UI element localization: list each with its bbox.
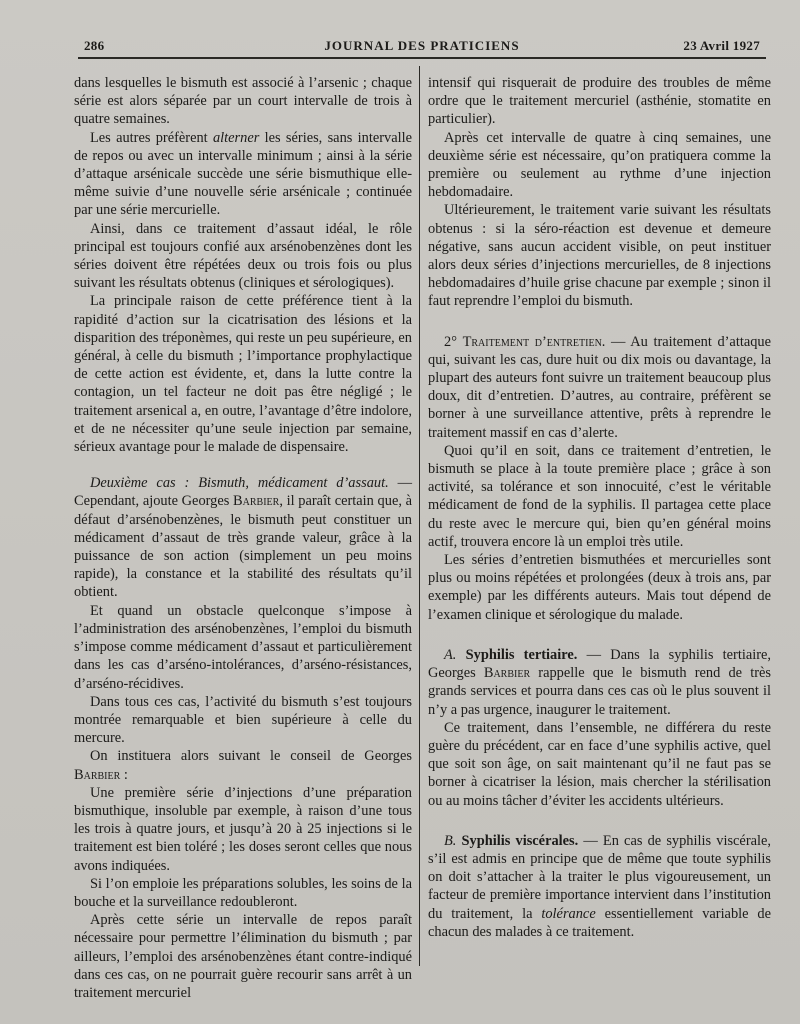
section-number: 2° <box>444 333 457 350</box>
author-name: Barbier <box>483 665 531 682</box>
section-paragraph <box>428 333 771 442</box>
section-paragraph <box>428 832 771 941</box>
column-divider <box>419 66 420 966</box>
paragraph <box>74 129 412 220</box>
section-paragraph <box>428 646 771 719</box>
paragraph <box>74 911 412 1002</box>
paragraph-text: Les séries d’entretien bismuthées et mercurielles sont plus ou moins répétées et prolongées (deux à trois ans, par exemple) par les différents auteurs. Mais tout dépend de l’examen clinique et sérologique du malade. <box>428 552 771 623</box>
section-heading: Syphilis viscérales. <box>461 832 579 849</box>
paragraph <box>74 747 412 783</box>
paragraph-text: Et quand un obstacle quelconque s’impose à l’administration des arsénobenzènes, l’emploi du bismuth s’impose comme médicament d’assaut et particulièrement dans les cas d’arséno-intolérances, d’arséno-résistances, d’arséno-récidives. <box>74 602 412 692</box>
section-letter: A. <box>444 646 457 663</box>
header-rule <box>78 57 766 59</box>
paragraph-text: — Dans la syphilis tertiaire, Georges <box>428 646 771 682</box>
paragraph <box>428 74 771 129</box>
section-heading: Syphilis tertiaire. <box>465 646 578 663</box>
page-number: 286 <box>84 38 105 53</box>
section-heading: Traitement d’entretien. <box>462 333 606 350</box>
paragraph <box>74 220 412 293</box>
issue-date: 23 Avril 1927 <box>683 38 760 53</box>
paragraph <box>74 784 412 875</box>
paragraph <box>428 201 771 310</box>
paragraph-text: — Au traitement d’attaque qui, suivant les cas, dure huit ou dix mois ou davantage, la plupart des auteurs font suivre un traitement beaucoup plus doux, dit d’entretien. D’autres, au contraire, préfèrent se borner à une surveillance attentive, prêts à reprendre le traitement massif en cas d’alerte. <box>428 333 771 441</box>
paragraph-text: Après cet intervalle de quatre à cinq semaines, une deuxième série est nécessaire, qu’on pratiquera comme la première ou seulement au rythme d’une injection hebdomadaire. <box>428 129 771 201</box>
journal-title: JOURNAL DES PRATICIENS <box>324 38 520 53</box>
author-name: Barbier <box>74 766 121 783</box>
paragraph <box>74 875 412 911</box>
paragraph-text: — En cas de syphilis viscérale, s’il est admis en principe que de même que toute syphilis on doit s’attacher à la traiter le plus vigoureusement, un facteur de première importance intervient dans l’institution du traitement, la <box>428 832 771 922</box>
paragraph-text: Ultérieurement, le traitement varie suivant les résultats obtenus : si la séro-réaction est devenue et demeure négative, sans aucun accident visible, on peut instituer alors deux séries d’injections mercurielles, de 8 injections hebdomadaires d’huile grise chacune par exemple ; sinon il faut reprendre l’emploi du bismuth. <box>428 202 771 310</box>
section-letter: B. <box>444 832 457 849</box>
paragraph-text: Les autres préfèrent <box>90 129 213 146</box>
paragraph-text: Ainsi, dans ce traitement d’assaut idéal, le rôle principal est toujours confié aux arsénobenzènes dont les séries doivent être répétées deux ou trois fois ou plus suivant les résultats obtenus (cliniques et sérologiques). <box>74 220 412 292</box>
paragraph-text: La principale raison de cette préférence tient à la rapidité d’action sur la cicatrisation des lésions et la disparition des tréponèmes, qui reste un peu supérieure, en général, à celle du bismuth ; l’importance prophylactique de cette action est évidente, et, dans la lutte contre la contagion, un tel facteur ne doit pas être négligé ; le traitement arsenical a, en outre, l’avantage d’être indolore, et de ne nécessiter qu’une seule injection par semaine, sérieux avantage pour le malade de dispensaire. <box>74 293 412 456</box>
paragraph-text: Une première série d’injections d’une préparation bismuthique, insoluble par exemple, à raison d’une tous les trois à quatre jours, et jusqu’à 20 à 25 injections si le traitement est bien toléré ; les doses seront celles que nous avons indiquées. <box>74 784 412 874</box>
paragraph-text: On instituera alors suivant le conseil de Georges <box>90 748 412 765</box>
section-heading: Deuxième cas : Bismuth, médicament d’assaut. <box>90 475 389 492</box>
paragraph-text: Après cette série un intervalle de repos paraît nécessaire pour permettre l’élimination du bismuth ; par ailleurs, l’emploi des arsénobenzènes étant contre-indiqué dans ces cas, on ne pourrait guère recourir sans arrêt à un traitement mercuriel <box>74 912 412 1001</box>
paragraph <box>428 442 771 551</box>
emphasis-text: tolérance <box>541 905 596 922</box>
paragraph <box>74 74 412 129</box>
paragraph <box>74 602 412 693</box>
paragraph <box>428 719 771 810</box>
paragraph <box>74 292 412 456</box>
section-paragraph <box>74 474 412 601</box>
paragraph-text: rappelle que le bismuth rend de très grands services et pourra dans ces cas où le plus souvent il n’y a pas urgence, inaugurer le traitement. <box>428 665 771 718</box>
paragraph-text: : <box>120 766 128 783</box>
paragraph-text: les séries, sans intervalle de repos ou avec un intervalle minimum ; ainsi à la série d’attaque arsénicale succède une série bismuthique elle-même suivie d’une nouvelle série arsénicale ; continuée par une série mercurielle. <box>74 129 412 219</box>
paragraph <box>428 129 771 202</box>
paragraph <box>74 693 412 748</box>
paragraph-text: — Cependant, ajoute Georges <box>74 475 412 510</box>
paragraph-text: , il paraît certain que, à défaut d’arsénobenzènes, le bismuth peut constituer un médicament d’assaut de très grande valeur, grâce à la puissance de son action (simplement un peu moins rapide), la constance et la stabilité des résultats qu’il obtient. <box>74 493 412 601</box>
paragraph-text: Si l’on emploie les préparations solubles, les soins de la bouche et la surveillance redoubleront. <box>74 875 412 910</box>
paragraph-text: Dans tous ces cas, l’activité du bismuth s’est toujours montrée remarquable et bien supérieure à celle du mercure. <box>74 693 412 747</box>
emphasis-text: alterner <box>212 129 260 146</box>
paragraph-text: Quoi qu’il en soit, dans ce traitement d’entretien, le bismuth se place à la toute première place ; grâce à son activité, sa tolérance et son innocuité, c’est le véritable médicament de fond de la syphilis. Il partagea cette place du reste avec le mercure qui, bien qu’en général moins actif, trouvera encore là un emploi très utile. <box>428 442 771 550</box>
paragraph-text: dans lesquelles le bismuth est associé à l’arsenic ; chaque série est alors séparée par un court intervalle de trois à quatre semaines. <box>74 75 412 128</box>
paragraph-text: Ce traitement, dans l’ensemble, ne différera du reste guère du précédent, car en face d’une syphilis active, quel que soit son âge, on sait maintenant qu’il ne faut pas se borner à cicatriser la lésion, mais chercher la stérilisation ou au moins tâcher d’éviter les accidents ultérieurs. <box>428 719 771 809</box>
running-head <box>84 38 760 56</box>
left-column <box>74 74 412 1002</box>
paragraph-text: essentiellement variable de chacun des malades à ce traitement. <box>428 905 771 940</box>
paragraph <box>428 551 771 624</box>
paragraph-text: intensif qui risquerait de produire des troubles de même ordre que le traitement mercuriel (asthénie, stomatite en particulier). <box>428 75 771 128</box>
right-column <box>428 74 771 941</box>
author-name: Barbier <box>233 493 280 510</box>
